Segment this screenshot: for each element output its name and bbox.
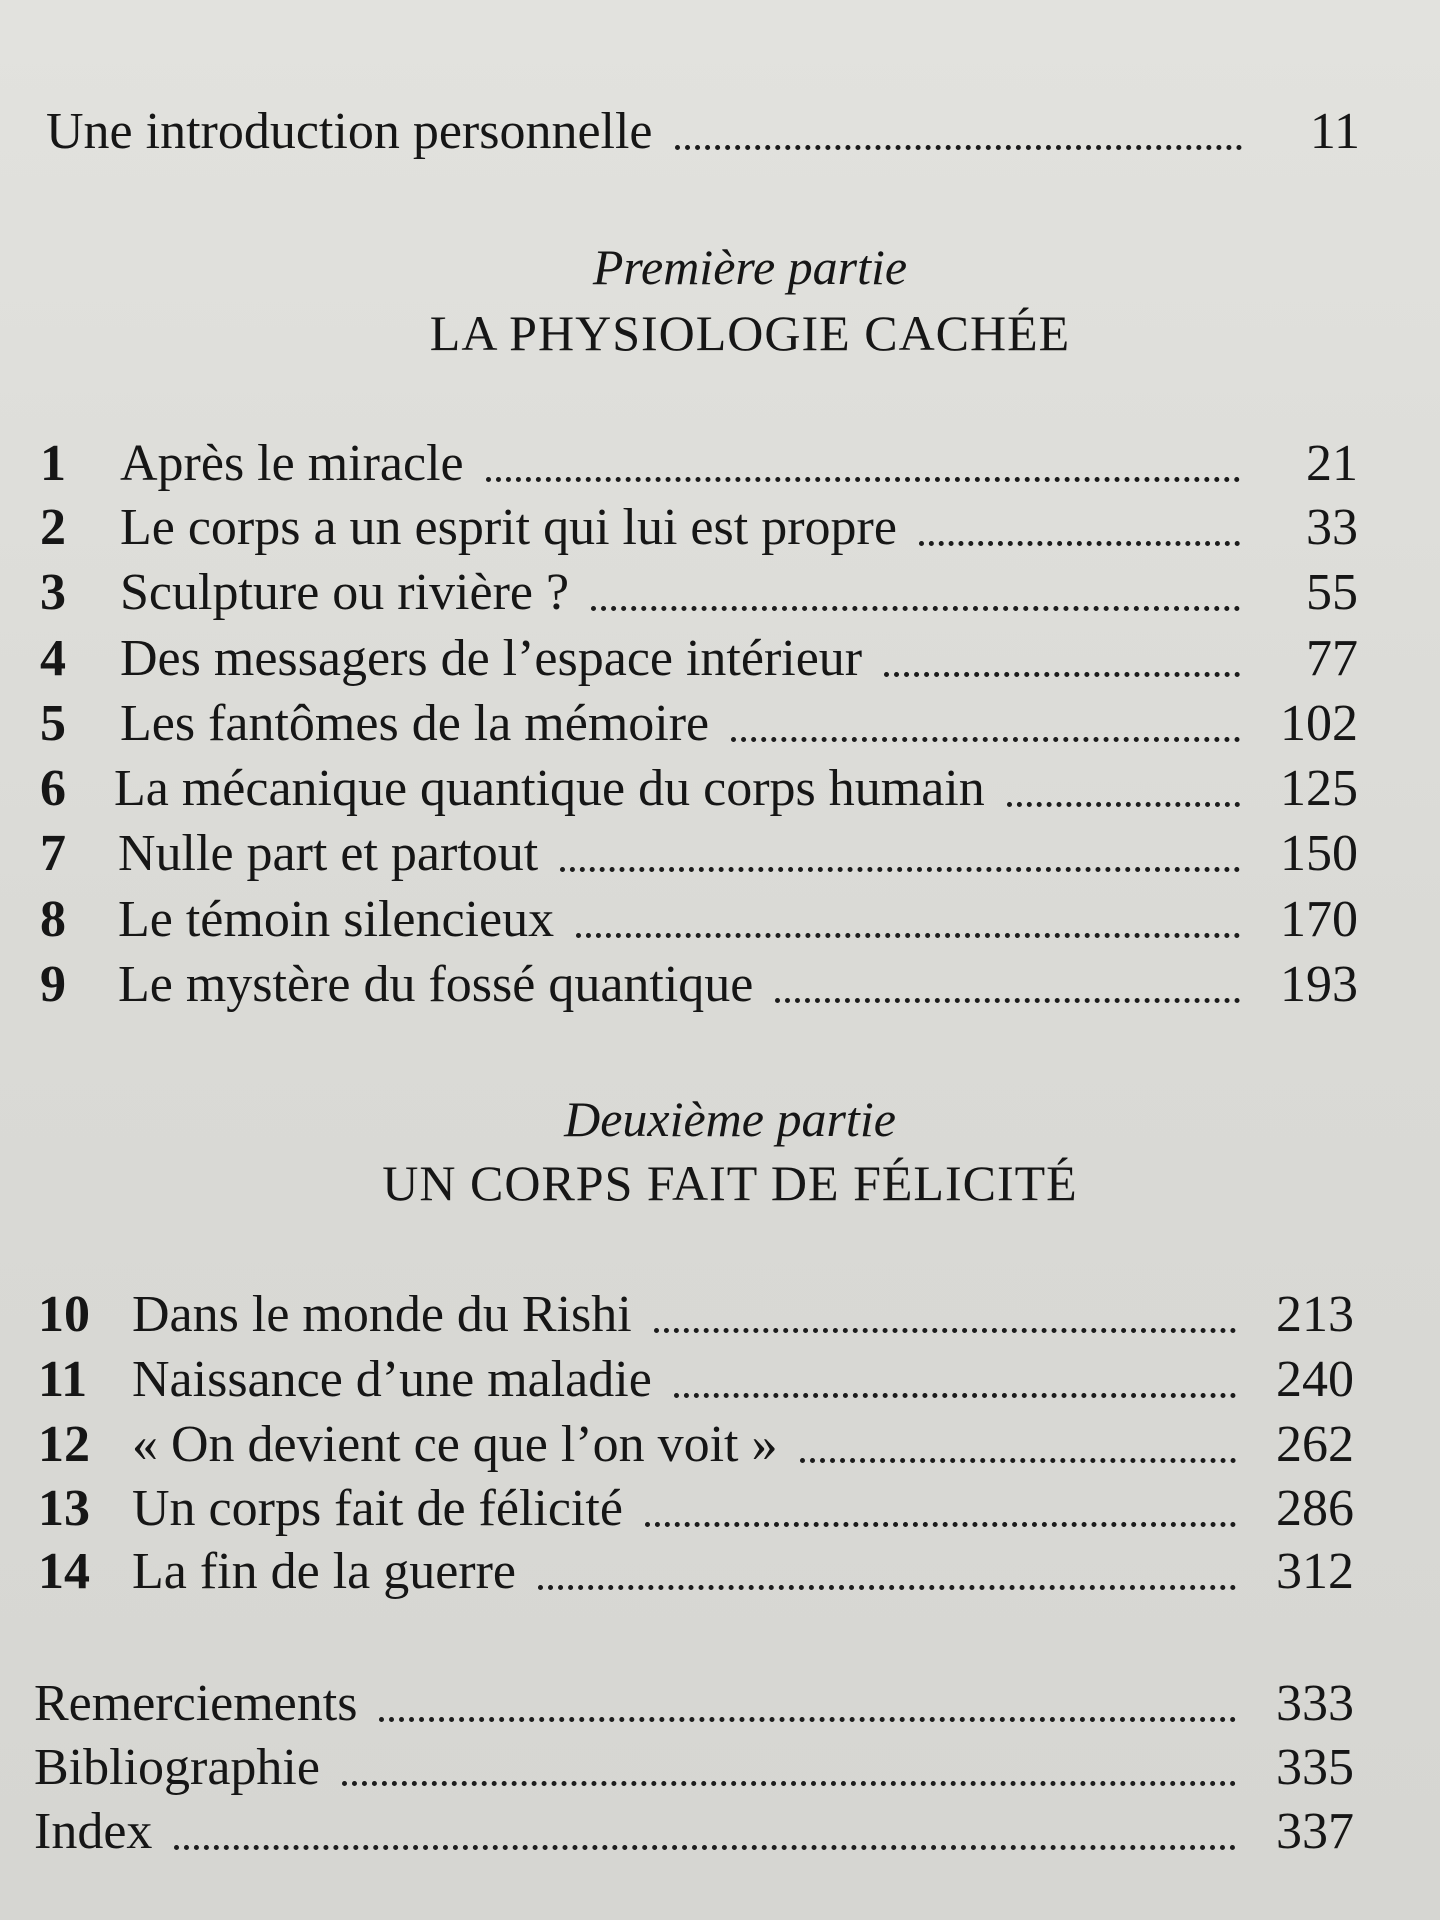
chapter-number: 10 [38,1286,90,1343]
part-label: Deuxième partie [564,1091,896,1147]
toc-entry-title: Des messagers de l’espace intérieur [120,630,863,687]
leader-dots [674,1393,1236,1398]
leader-dots [174,1845,1236,1850]
leader-dots [486,477,1240,482]
toc-entry-title: Un corps fait de félicité [132,1480,623,1537]
part-title: LA PHYSIOLOGIE CACHÉE [429,305,1071,361]
toc-entry-back-matter [34,1736,1354,1800]
toc-entry-page: 262 [1276,1416,1354,1473]
toc-entry-page: 286 [1276,1480,1354,1537]
leader-dots [919,541,1240,546]
toc-entry-page: 55 [1306,564,1358,621]
toc-entry-title: Naissance d’une maladie [132,1351,652,1408]
toc-entry-page: 125 [1280,760,1358,817]
toc-entry-chapter [38,1283,1354,1347]
toc-entry-title: Dans le monde du Rishi [132,1286,632,1343]
leader-dots [342,1781,1236,1786]
chapter-number: 14 [38,1543,90,1600]
toc-entry-title: Le témoin silencieux [118,891,555,948]
toc-entry-chapter [38,1477,1354,1541]
toc-entry-title: « On devient ce que l’on voit » [132,1416,778,1473]
leader-dots [1007,802,1240,807]
leader-dots [645,1522,1236,1527]
toc-entry-chapter [38,1540,1354,1604]
leader-dots [576,933,1240,938]
toc-entry-page: 213 [1276,1286,1354,1343]
toc-entry-chapter [40,432,1358,496]
toc-entry-title: Après le miracle [120,435,464,492]
toc-entry-page: 11 [1309,103,1360,160]
leader-dots [654,1328,1236,1333]
chapter-number: 12 [38,1416,90,1473]
toc-entry-title: La fin de la guerre [132,1543,517,1600]
toc-entry-title: Index [34,1803,153,1860]
toc-entry-title: La mécanique quantique du corps humain [114,760,985,817]
leader-dots [731,737,1240,742]
toc-entry-chapter [40,953,1358,1017]
toc-entry-chapter [40,822,1358,886]
chapter-number: 6 [40,760,66,817]
leader-dots [379,1717,1236,1722]
toc-entry-back-matter [34,1672,1354,1736]
toc-entry-title: Nulle part et partout [118,825,539,882]
chapter-number: 7 [40,825,66,882]
chapter-number: 8 [40,891,66,948]
toc-entry-title: Sculpture ou rivière ? [120,564,570,621]
toc-entry-chapter [38,1348,1354,1412]
toc-entry-title: Les fantômes de la mémoire [120,695,710,752]
toc-entry-chapter [40,627,1358,691]
toc-entry-page: 150 [1280,825,1358,882]
leader-dots [884,672,1240,677]
toc-entry-page: 193 [1280,956,1358,1013]
toc-entry-chapter [40,496,1358,560]
leader-dots [538,1585,1236,1590]
toc-entry-chapter [40,888,1358,952]
leader-dots [591,606,1240,611]
chapter-number: 2 [40,499,66,556]
part-title: UN CORPS FAIT DE FÉLICITÉ [382,1155,1078,1211]
chapter-number: 13 [38,1480,90,1537]
chapter-number: 9 [40,956,66,1013]
leader-dots [675,145,1242,150]
toc-entry-page: 312 [1276,1543,1354,1600]
toc-entry-page: 333 [1276,1675,1354,1732]
chapter-number: 1 [40,435,66,492]
leader-dots [775,998,1240,1003]
toc-entry-title: Le corps a un esprit qui lui est propre [120,499,897,556]
chapter-number: 11 [38,1351,88,1408]
chapter-number: 4 [40,630,66,687]
toc-entry-page: 21 [1306,435,1358,492]
leader-dots [800,1458,1236,1463]
toc-entry-chapter [40,757,1358,821]
toc-entry-title: Bibliographie [34,1739,320,1796]
toc-entry-page: 337 [1276,1803,1354,1860]
toc-entry-page: 335 [1276,1739,1354,1796]
toc-entry-title: Le mystère du fossé quantique [118,956,754,1013]
toc-entry-page: 240 [1276,1351,1354,1408]
toc-entry-back-matter [34,1800,1354,1864]
toc-entry-title: Une introduction personnelle [46,103,653,160]
chapter-number: 3 [40,564,66,621]
leader-dots [560,867,1240,872]
toc-entry-intro [46,100,1360,164]
part-label: Première partie [592,239,908,295]
toc-entry-title: Remerciements [34,1675,358,1732]
toc-entry-page: 102 [1280,695,1358,752]
toc-entry-chapter [40,692,1358,756]
toc-entry-page: 33 [1306,499,1358,556]
chapter-number: 5 [40,695,66,752]
toc-entry-chapter [38,1413,1354,1477]
toc-entry-page: 77 [1306,630,1358,687]
toc-entry-chapter [40,561,1358,625]
toc-entry-page: 170 [1280,891,1358,948]
